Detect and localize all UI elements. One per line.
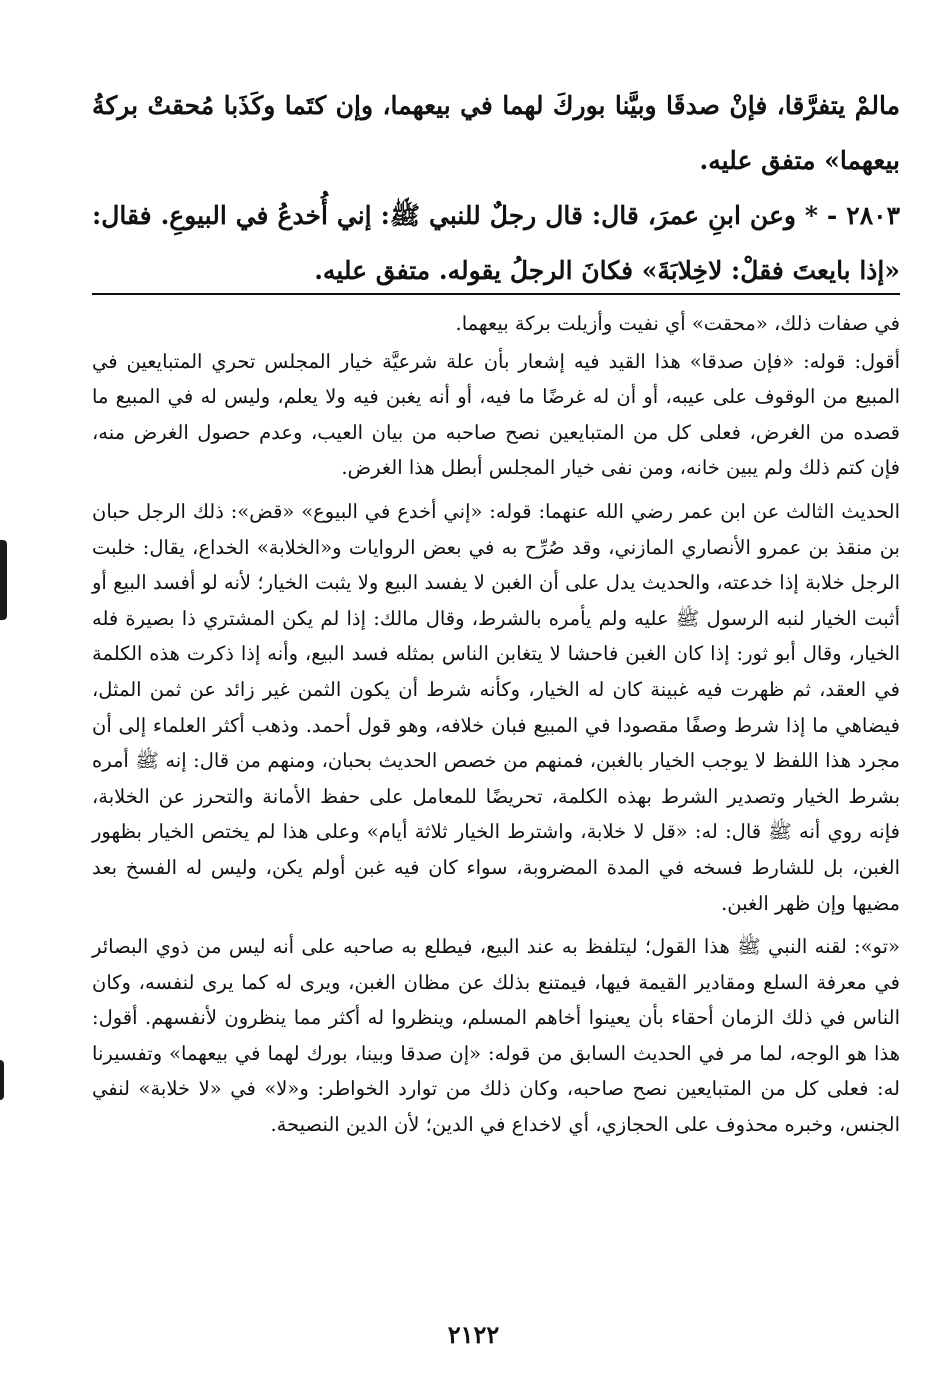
commentary-paragraph: الحديث الثالث عن ابن عمر رضي الله عنهما: قوله: «إني أخدع في البيوع» «قض»: ذلك الرجل حبان بن منقذ بن عمرو الأنصاري المازني، وقد صُرِّح به في بعض الروايات و«الخلابة» الخداع، يقال: خلبت الرجل خلابة إذا خدعته، والحديث يدل على أن الغبن لا يفسد البيع ولا يثبت الخيار؛ لأنه لو أفسد البيع أو أثبت الخيار لنبه الرسول ﷺ عليه ولم يأمره بالشرط، وقال مالك: إذا لم يكن المشتري ذا بصيرة فله الخيار، وقال أبو ثور: إذا كان الغبن فاحشا لا يتغابن الناس بمثله فسد البيع، وأنه إذا ذكرت هذه الكلمة في العقد، ثم ظهرت فيه غبينة كان له الخيار، وكأنه شرط أن يكون الثمن غير زائد عن ثمن المثل، فيضاهي ما إذا شرط وصفًا مقصودا في المبيع فبان خلافه، وهو قول أحمد. وذهب أكثر العلماء إلى أن مجرد هذا اللفظ لا يوجب الخيار بالغبن، فمنهم من خصص الحديث بحبان، ومنهم من قال: إنه ﷺ أمره بشرط الخيار وتصدير الشرط بهذه الكلمة، تحريضًا للمعامل على حفظ الأمانة والتحرز عن الخلابة، فإنه روي أنه ﷺ قال: له: «قل لا خلابة، واشترط الخيار ثلاثة أيام» وعلى هذا لم يختص الخيار بظهور الغبن، بل للشارط فسخه في المدة المضروبة، سواء كان فيه غبن أولم يكن، وليس له الفسخ بعد مضيها وإن ظهر الغبن. [92,499,900,915]
page-number: ٢١٢٢ [447,1320,500,1349]
hadith-text [92,78,900,298]
commentary-paragraph: في صفات ذلك، «محقت» أي نفيت وأزيلت بركة بيعهما. [455,312,900,335]
scan-edge-mark [0,1060,4,1100]
separator-line [92,293,900,295]
commentary-paragraph: «تو»: لقنه النبي ﷺ هذا القول؛ ليتلفظ به عند البيع، فيطلع به صاحبه على أنه ليس من ذوي البصائر في معرفة السلع ومقادير القيمة فيها، فيمتنع بذلك عن مظان الغبن، ويرى له كما يرى لنفسه، وكان الناس في ذلك الزمان أحقاء بأن يعينوا أخاهم المسلم، وينظروا له أكثر مما ينظرون لأنفسهم. أقول: هذا هو الوجه، لما مر في الحديث السابق من قوله: «إن صدقا وبينا، بورك لهما في بيعهما» وتفسيرنا له: فعلى كل من المتبايعين نصح صاحبه، وكان ذلك من توارد الخواطر: و«لا» في «لا خلابة» لنفي الجنس، وخبره محذوف على الحجازي، أي لاخداع في الدين؛ لأن الدين النصيحة. [92,935,900,1137]
commentary-paragraph: أقول: قوله: «فإن صدقا» هذا القيد فيه إشعار بأن علة شرعيَّة خيار المجلس تحري المتبايعين في المبيع من الوقوف على عيبه، أو أن له غرضًا ما فيه، أو أنه يغبن فيه ولا يعلم، وليس له في المبيع ما قصده من الغرض، فعلى كل من المتبايعين نصح صاحبه من بيان العيب، وعدم حصول الغرض منه، فإن كتم ذلك ولم يبين خانه، ومن نفى خيار المجلس أبطل هذا الغرض. [92,349,900,480]
scan-edge-mark [0,540,7,620]
commentary [92,306,900,1151]
hadith-continuation: مالمْ يتفرَّقا، فإنْ صدقَا وبيَّنا بوركَ لهما في بيعهما، وإن كتَما وكَذَبا مُحقتْ بركةُ بيعهما» متفق عليه. [92,91,900,175]
hadith-2803: ٢٨٠٣ - * وعن ابنِ عمرَ، قال: قال رجلٌ للنبي ﷺ: إني أُخدعُ في البيوعِ. فقال: «إذا بايعتَ فقلْ: لاخِلابَةَ» فكانَ الرجلُ يقوله. متفق عليه. [92,201,900,285]
